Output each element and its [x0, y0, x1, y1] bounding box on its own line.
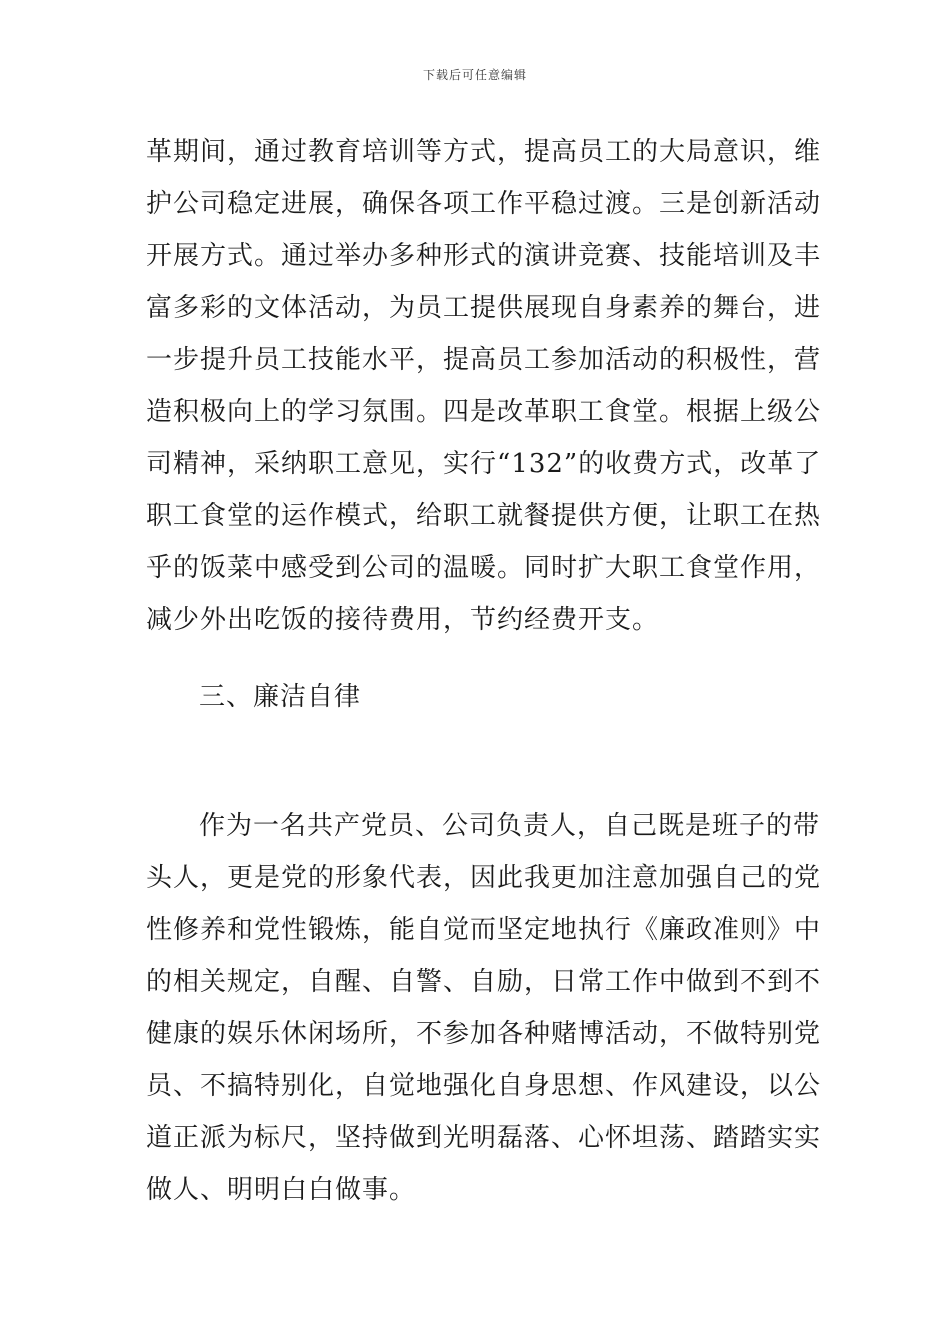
text-line: 护公司稳定进展，确保各项工作平稳过渡。三是创新活动	[146, 189, 822, 219]
text-line: 富多彩的文体活动，为员工提供展现自身素养的舞台，进	[146, 293, 822, 323]
text-line: 做人、明明白白做事。	[146, 1175, 417, 1205]
text-line: 职工食堂的运作模式，给职工就餐提供方便，让职工在热	[146, 501, 822, 531]
text-line: 革期间，通过教育培训等方式，提高员工的大局意识，维	[146, 137, 822, 167]
text-line: 的相关规定，自醒、自警、自励，日常工作中做到不到不	[146, 967, 822, 997]
text-line: 一步提升员工技能水平，提高员工参加活动的积极性，营	[146, 345, 822, 375]
text-line: 减少外出吃饭的接待费用，节约经费开支。	[146, 605, 660, 635]
body-paragraph	[146, 800, 822, 1216]
text-line: 员、不搞特别化，自觉地强化自身思想、作风建设，以公	[146, 1071, 822, 1101]
text-line: 健康的娱乐休闲场所，不参加各种赌博活动，不做特别党	[146, 1019, 822, 1049]
text-line: 开展方式。通过举办多种形式的演讲竞赛、技能培训及丰	[146, 241, 822, 271]
text-line: 道正派为标尺，坚持做到光明磊落、心怀坦荡、踏踏实实	[146, 1123, 822, 1153]
text-line: 作为一名共产党员、公司负责人，自己既是班子的带	[199, 811, 821, 841]
text-line: 乎的饭菜中感受到公司的温暖。同时扩大职工食堂作用，	[146, 553, 822, 583]
text-line: 造积极向上的学习氛围。四是改革职工食堂。根据上级公	[146, 397, 822, 427]
section-heading-text: 三、廉洁自律	[199, 682, 362, 712]
text-line: 头人，更是党的形象代表，因此我更加注意加强自己的党	[146, 863, 822, 893]
body-paragraph-continued	[146, 126, 822, 646]
text-line: 司精神，采纳职工意见，实行“132”的收费方式，改革了	[146, 449, 822, 479]
page-header-note: 下载后可任意编辑	[422, 68, 527, 82]
section-heading	[146, 671, 811, 723]
text-line: 性修养和党性锻炼，能自觉而坚定地执行《廉政准则》中	[146, 915, 822, 945]
